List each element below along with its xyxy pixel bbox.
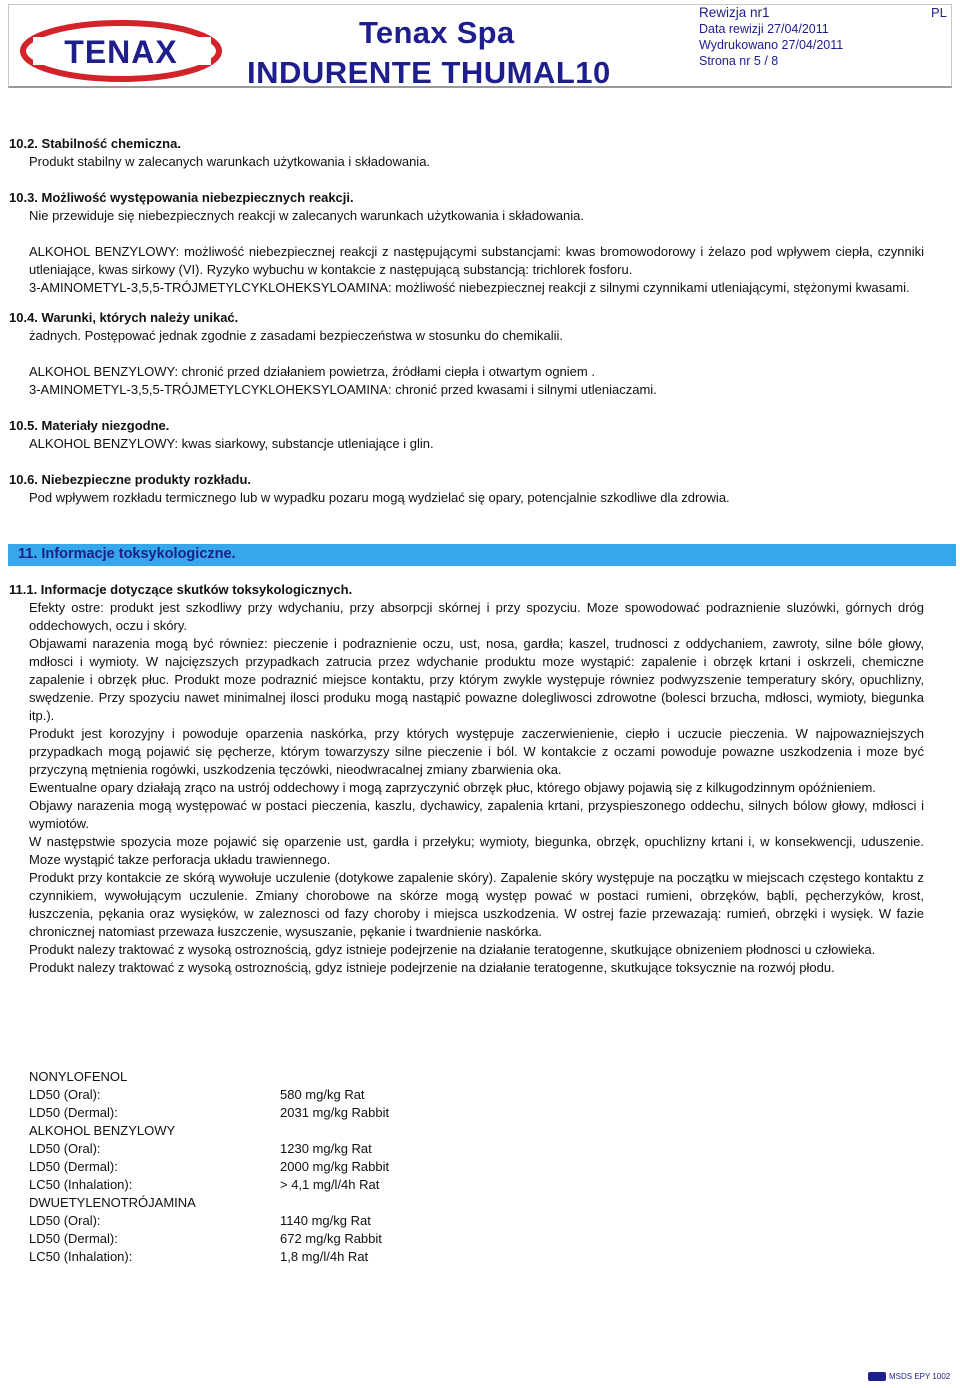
toxicity-value: 2000 mg/kg Rabbit (280, 1159, 390, 1174)
svg-text:TENAX: TENAX (64, 34, 178, 70)
substance-name: DWUETYLENOTRÓJAMINA (29, 1195, 196, 1210)
s10-4-text-2: ALKOHOL BENZYLOWY: chronić przed działaniem powietrza, źródłami ciepła i otwartym ogniem . (29, 364, 595, 379)
toxicity-value: 1,8 mg/l/4h Rat (280, 1249, 369, 1264)
s10-6-title: 10.6. Niebezpieczne produkty rozkładu. (9, 472, 252, 487)
s10-5-text: ALKOHOL BENZYLOWY: kwas siarkowy, substancje utleniające i glin. (29, 436, 434, 451)
s10-4-text-1: żadnych. Postępować jednak zgodnie z zasadami bezpieczeństwa w stosunku do chemikalii. (29, 328, 564, 343)
toxicity-row (29, 1140, 529, 1158)
substance-name: ALKOHOL BENZYLOWY (29, 1123, 176, 1138)
s10-3-title: 10.3. Możliwość występowania niebezpiecznych reakcji. (9, 190, 354, 205)
toxicity-row (29, 1248, 529, 1266)
toxicity-row (29, 1086, 529, 1104)
s10-5-title: 10.5. Materiały niezgodne. (9, 418, 170, 433)
toxicity-row (29, 1176, 529, 1194)
s10-4-title: 10.4. Warunki, których należy unikać. (9, 310, 239, 325)
s10-3-text-2: ALKOHOL BENZYLOWY: możliwość niebezpiecznej reakcji z następującymi substancjami: kwas bromowodorowy i żelazo pod wpływem ciepła, czynniki utleniające, kwas sirkowy (VI). Ryzyko wybuchu w kontakcie z następującą substancją: trichlorek fosforu. (29, 244, 924, 277)
company-name: Tenax Spa (359, 15, 515, 50)
tox-paragraph: Produkt nalezy traktować z wysoką ostroznością, gdyz istnieje podejrzenie na działanie teratogenne, skutkujące obnizeniem płodnosci u człowieka. (29, 942, 876, 957)
toxicity-label: LD50 (Oral): (29, 1213, 101, 1228)
toxicity-row (29, 1104, 529, 1122)
s10-4-text-3: 3-AMINOMETYL-3,5,5-TRÓJMETYLCYKLOHEKSYLOAMINA: chronić przed kwasami i silnymi utleniaczami. (29, 382, 657, 397)
toxicity-label: LD50 (Dermal): (29, 1105, 118, 1120)
revision-info (699, 5, 843, 69)
tox-paragraph: Efekty ostre: produkt jest szkodliwy przy wdychaniu, przy absorpcji skórnej i przy spozyciu. Moze spowodować podraznienie sluzówki, górnych dróg oddechowych, oczu i skóry. (29, 600, 924, 633)
tox-paragraph: Produkt nalezy traktować z wysoką ostroznością, gdyz istnieje podejrzenie na działanie teratogenne, skutkujące toksycznie na rozwój płodu. (29, 960, 835, 975)
section-11-content (9, 581, 924, 977)
tenax-logo (19, 19, 224, 83)
s10-2-text: Produkt stabilny w zalecanych warunkach użytkowania i składowania. (29, 154, 431, 169)
s10-3-text-1: Nie przewiduje się niebezpiecznych reakcji w zalecanych warunkach użytkowania i składowania. (29, 208, 584, 223)
toxicity-label: LC50 (Inhalation): (29, 1249, 133, 1264)
toxicity-value: 672 mg/kg Rabbit (280, 1231, 382, 1246)
toxicity-row (29, 1230, 529, 1248)
language-code: PL (931, 5, 947, 20)
print-date: Wydrukowano 27/04/2011 (699, 38, 844, 52)
s10-6-text: Pod wpływem rozkładu termicznego lub w wypadku pozaru mogą wydzielać się opary, potencjalnie szkodliwe dla zdrowia. (29, 490, 730, 505)
toxicity-label: LC50 (Inhalation): (29, 1177, 133, 1192)
tox-paragraph: W następstwie spozycia moze pojawić się oparzenie ust, gardła i przełyku; wymioty, biegunka, obrzęk, opuchlizny krtani i, w konsekwencji, uduszenie. Moze wystąpić takze perforacja układu trawiennego. (29, 834, 924, 867)
tox-paragraph: Objawami narazenia mogą być równiez: pieczenie i podraznienie oczu, ust, nosa, gardła; kaszel, trudnosci z oddychaniem, zawroty, silne bóle głowy, mdłosci i wymioty. W najcięzszych przypadkach zatrucia przez wdychanie produktu moze wystąpić: zapalenie i obrzęk krtani i oskrzeli, chemiczne zapalenie i obrzęk płuc. Produkt moze podraznić miejsce kontaktu, przy którym zwykle występuje równiez podwyzszenie temperatury skóry, opuchlizny, swędzenie. Przy spozyciu nawet minimalnej ilosci produku mogą nastąpić powazne dolegliwosci zdrowotne (bolesci brzucha, mdłosci, wymioty, biegunka itp.). (29, 636, 924, 723)
toxicity-value: 2031 mg/kg Rabbit (280, 1105, 390, 1120)
s11-1-title: 11.1. Informacje dotyczące skutków toksykologicznych. (9, 582, 353, 597)
toxicity-value: 1140 mg/kg Rat (280, 1213, 371, 1228)
tox-paragraph: Objawy narazenia mogą występować w postaci pieczenia, kaszlu, dychawicy, zapalenia krtani, przyspieszonego oddechu, silnych bólow głowy, mdłosci i wymiotów. (29, 798, 924, 831)
revision-date: Data rewizji 27/04/2011 (699, 22, 829, 36)
tox-paragraph: Ewentualne opary działają zrąco na ustrój oddechowy i mogą zaprzyczynić obrzęk płuc, którego objawy pojawią się z kilkugodzinnym opóźnieniem. (29, 780, 876, 795)
toxicity-label: LD50 (Oral): (29, 1141, 101, 1156)
tox-paragraph: Produkt przy kontakcie ze skórą wywołuje uczulenie (dotykowe zapalenie skóry). Zapalenie skóry występuje na początku w miejscach częstego kontaktu z czynnikiem, wywołującym uczulenie. Zmiany chorobowe na skórze mogą występ pować w postaci rumieni, obrzęków, bąbli, pęcherzyków, krost, łuszczenia, pękania oraz wysięków, w zaleznosci od fazy choroby i miejsca uszkodzenia. W ostrej fazie przewazają: rumień, obrzęki i wysięk. W fazie chronicznej natomiast przewaza łuszczenie, wysuszanie, pękanie i twardnienie naskórka. (29, 870, 924, 939)
toxicity-label: LD50 (Dermal): (29, 1231, 118, 1246)
toxicity-value: > 4,1 mg/l/4h Rat (280, 1177, 380, 1192)
section-10-content (9, 135, 924, 507)
s10-2-title: 10.2. Stabilność chemiczna. (9, 136, 181, 151)
footer-code: MSDS EPY 1002 (889, 1372, 951, 1381)
tox-paragraph: Produkt jest korozyjny i powoduje oparzenia naskórka, przy których występuje zaczerwienienie, ciepło i uczucie pieczenia. W najpowazniejszych przypadkach mogą pojawić się pęcherze, którym towarzyszy silne pieczenie i ból. W kontakcie z oczami powoduje powazne uszkodzenia i moze być przyczyną mętnienia rogówki, uszkodzenia tęczówki, nieodwracalnej zmiany zbarwienia oka. (29, 726, 924, 777)
msds-logo-icon (868, 1372, 886, 1381)
section-11-header-bar (8, 544, 956, 566)
toxicity-value: 1230 mg/kg Rat (280, 1141, 372, 1156)
substance-name: NONYLOFENOL (29, 1069, 128, 1084)
s10-3-text-3: 3-AMINOMETYL-3,5,5-TRÓJMETYLCYKLOHEKSYLOAMINA: możliwość niebezpiecznej reakcji z silnymi czynnikami utleniającymi, stężonymi kwasami. (29, 280, 910, 295)
toxicity-label: LD50 (Dermal): (29, 1159, 118, 1174)
toxicity-row (29, 1212, 529, 1230)
revision-number: Rewizja nr1 (699, 5, 770, 20)
document-header (8, 4, 952, 88)
toxicity-data-list (29, 1068, 529, 1266)
section-11-title: 11. Informacje toksykologiczne. (18, 546, 236, 562)
toxicity-row (29, 1158, 529, 1176)
toxicity-value: 580 mg/kg Rat (280, 1087, 365, 1102)
product-name: INDURENTE THUMAL10 (247, 55, 611, 90)
page-footer (868, 1372, 950, 1381)
page-number: Strona nr 5 / 8 (699, 54, 779, 68)
toxicity-label: LD50 (Oral): (29, 1087, 101, 1102)
